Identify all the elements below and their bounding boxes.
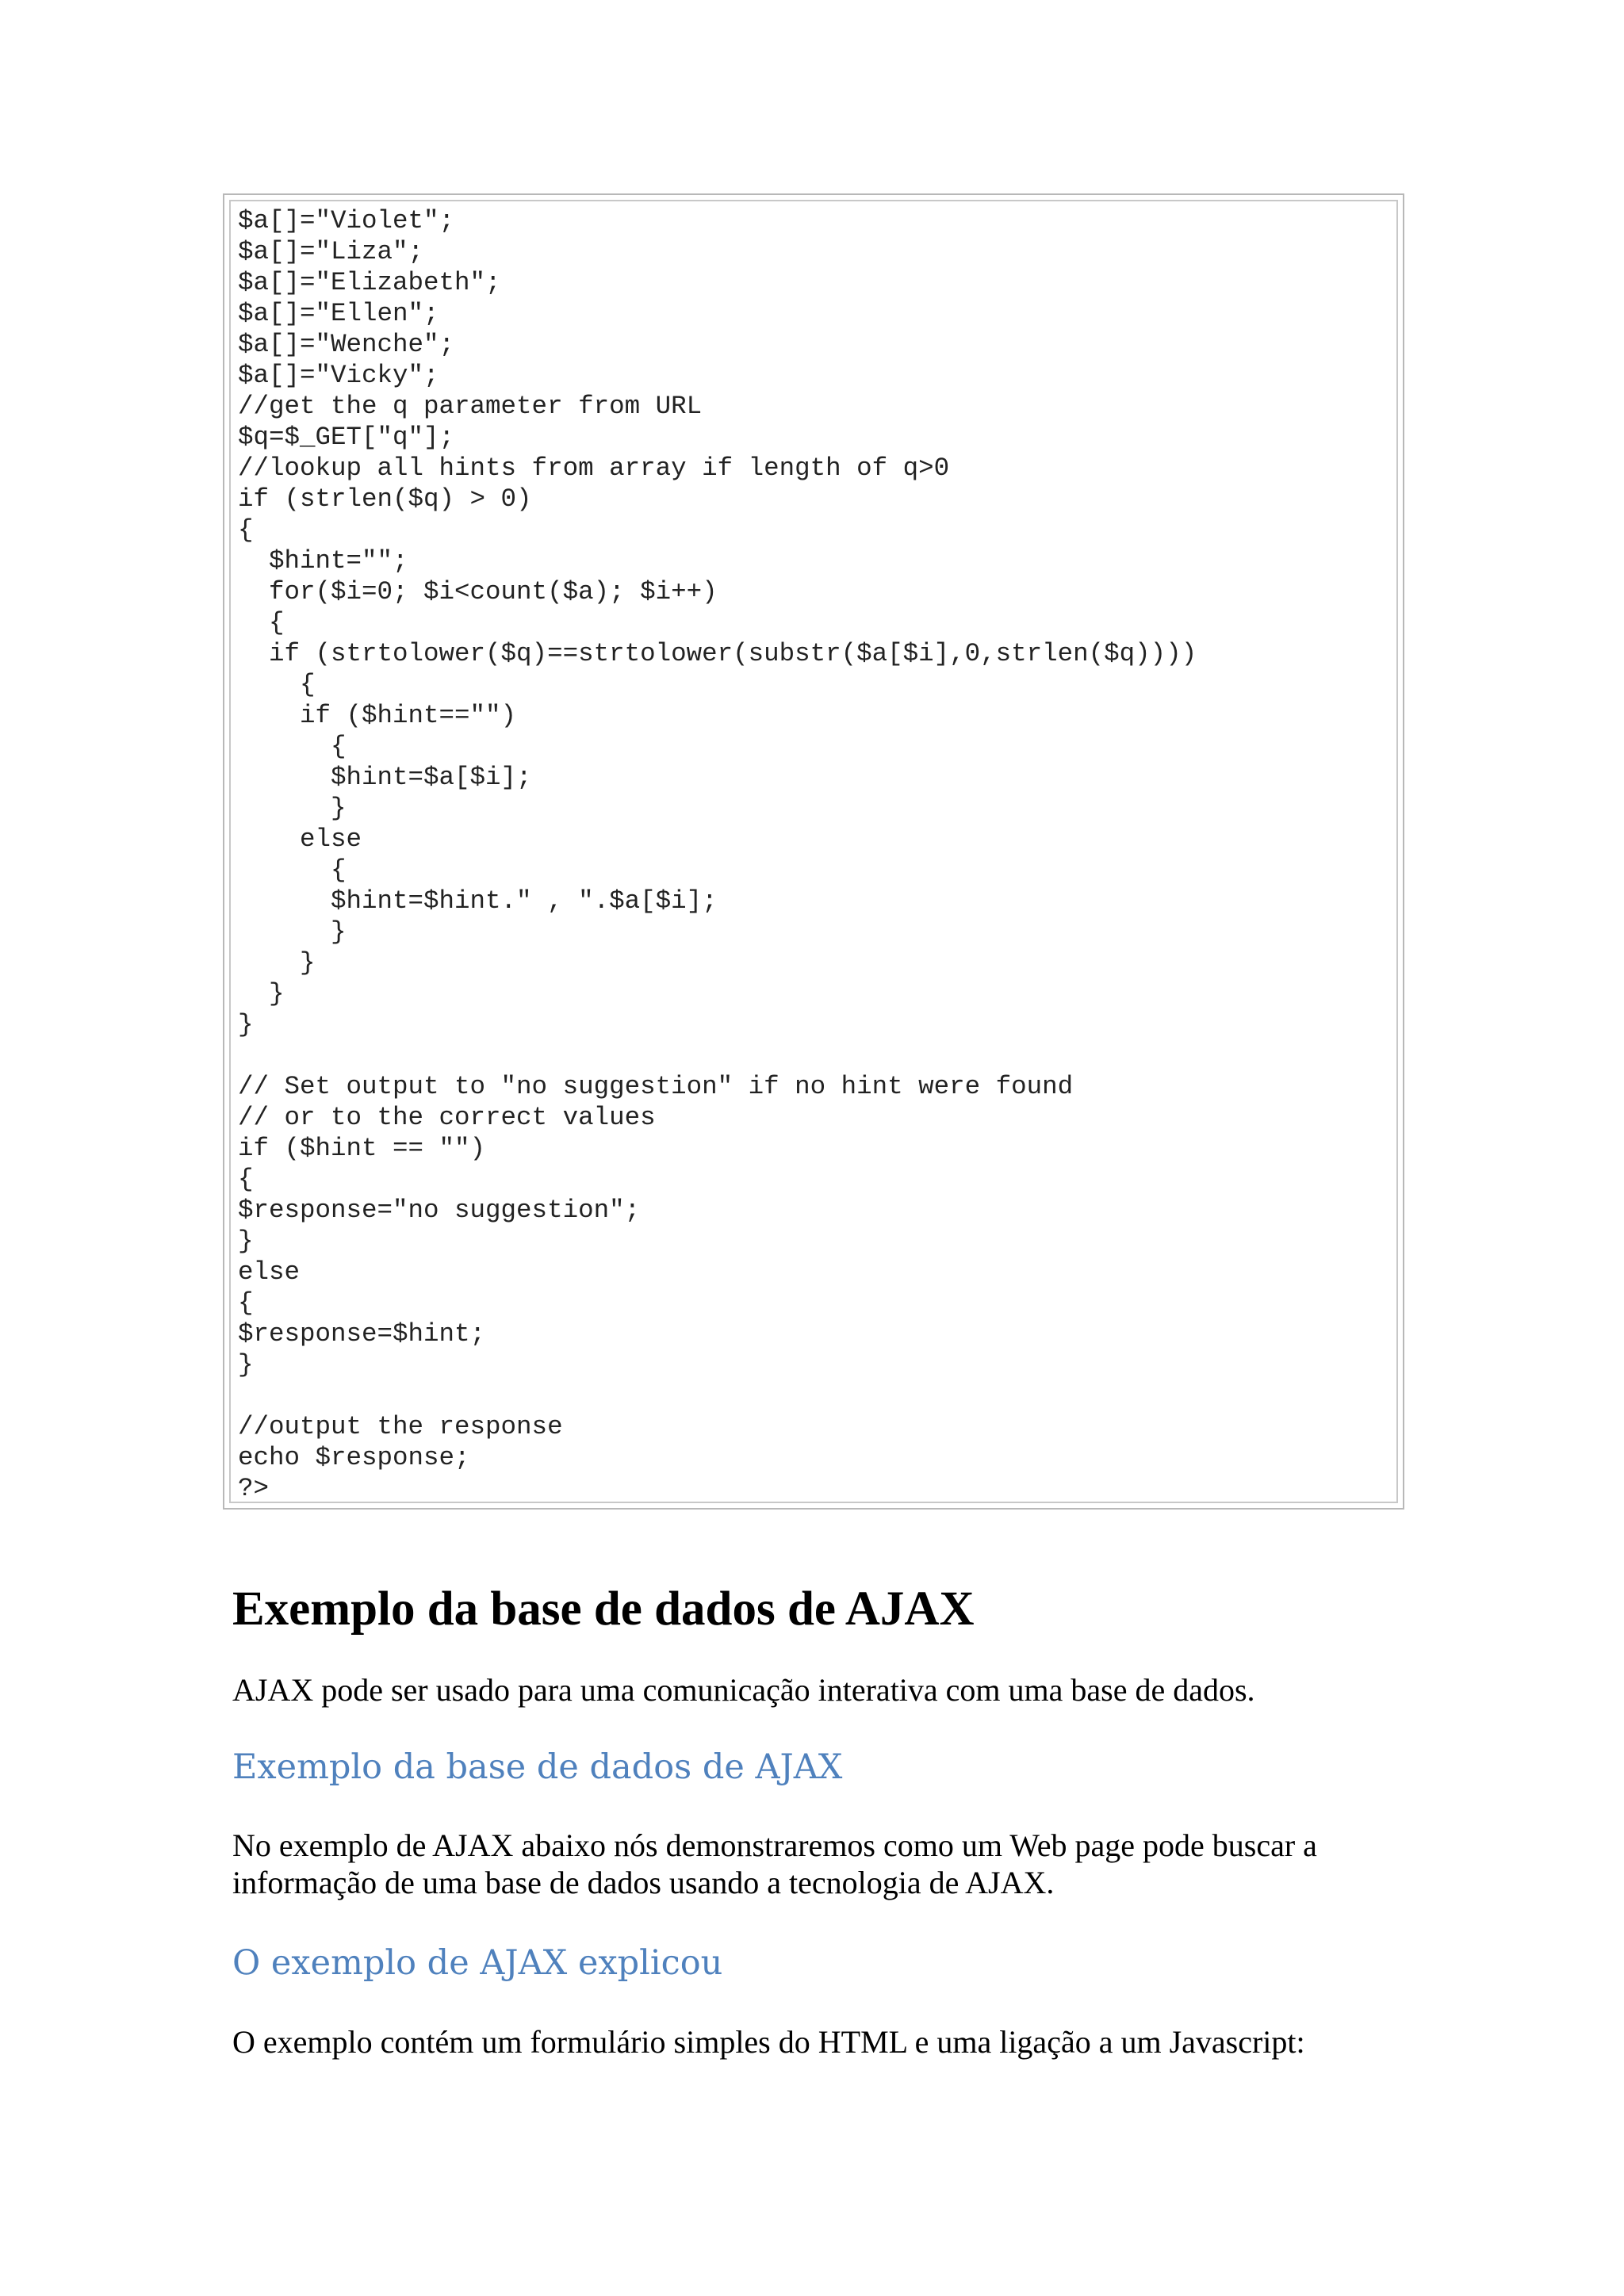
section-paragraph-database-example: No exemplo de AJAX abaixo nós demonstraremos como um Web page pode buscar a informação de uma base de dados usando a tecnologia de AJAX. — [232, 1827, 1317, 1900]
code-line: } — [238, 948, 316, 978]
code-block-inner — [229, 200, 1398, 1503]
code-line: { — [238, 855, 347, 885]
document-content — [232, 1578, 1390, 2061]
code-line: } — [238, 1010, 254, 1039]
code-line: $response=$hint; — [238, 1319, 486, 1349]
code-line: for($i=0; $i<count($a); $i++) — [238, 577, 718, 607]
code-line: echo $response; — [238, 1443, 470, 1472]
code-line: } — [238, 1350, 254, 1380]
code-line: $a[]="Violet"; — [238, 206, 455, 235]
code-line: else — [238, 825, 362, 854]
code-line: $hint=$a[$i]; — [238, 763, 532, 792]
intro-paragraph: AJAX pode ser usado para uma comunicação interativa com uma base de dados. — [232, 1672, 1255, 1708]
code-line: $a[]="Liza"; — [238, 237, 424, 266]
code-line: { — [238, 670, 316, 699]
code-line: $a[]="Vicky"; — [238, 361, 439, 390]
code-line: { — [238, 1165, 254, 1194]
code-block — [223, 193, 1404, 1510]
code-line: ?> — [238, 1474, 270, 1503]
code-line: $q=$_GET["q"]; — [238, 423, 455, 452]
code-line: { — [238, 608, 285, 637]
main-heading: Exemplo da base de dados de AJAX — [232, 1582, 975, 1636]
code-line: //get the q parameter from URL — [238, 392, 703, 421]
code-line: $hint=""; — [238, 546, 408, 576]
code-line: //output the response — [238, 1412, 563, 1441]
code-line: { — [238, 1288, 254, 1318]
code-line: if (strlen($q) > 0) — [238, 484, 532, 514]
code-line: $hint=$hint." , ".$a[$i]; — [238, 886, 718, 916]
code-line: } — [238, 794, 347, 823]
code-line: { — [238, 732, 347, 761]
code-line: } — [238, 1226, 254, 1256]
code-line: // Set output to "no suggestion" if no hint were found — [238, 1072, 1074, 1101]
code-line: } — [238, 979, 285, 1008]
code-line — [238, 1380, 1396, 1411]
code-line: { — [238, 515, 254, 545]
code-line — [238, 1040, 1396, 1071]
section-heading-database-example: Exemplo da base de dados de AJAX — [232, 1747, 843, 1787]
code-line: if (strtolower($q)==strtolower(substr($a[$i],0,strlen($q)))) — [238, 639, 1197, 668]
code-line: $a[]="Ellen"; — [238, 299, 439, 328]
code-line: else — [238, 1257, 301, 1287]
code-line: if ($hint == "") — [238, 1134, 486, 1163]
code-line: $a[]="Elizabeth"; — [238, 268, 501, 297]
code-line: } — [238, 917, 347, 947]
section-heading-example-explained: O exemplo de AJAX explicou — [232, 1943, 723, 1983]
code-line: // or to the correct values — [238, 1103, 656, 1132]
code-line: $a[]="Wenche"; — [238, 330, 455, 359]
code-line: $response="no suggestion"; — [238, 1196, 641, 1225]
section-paragraph-example-explained: O exemplo contém um formulário simples do HTML e uma ligação a um Javascript: — [232, 2024, 1305, 2060]
code-line: if ($hint=="") — [238, 701, 517, 730]
code-line: //lookup all hints from array if length of q>0 — [238, 453, 950, 483]
